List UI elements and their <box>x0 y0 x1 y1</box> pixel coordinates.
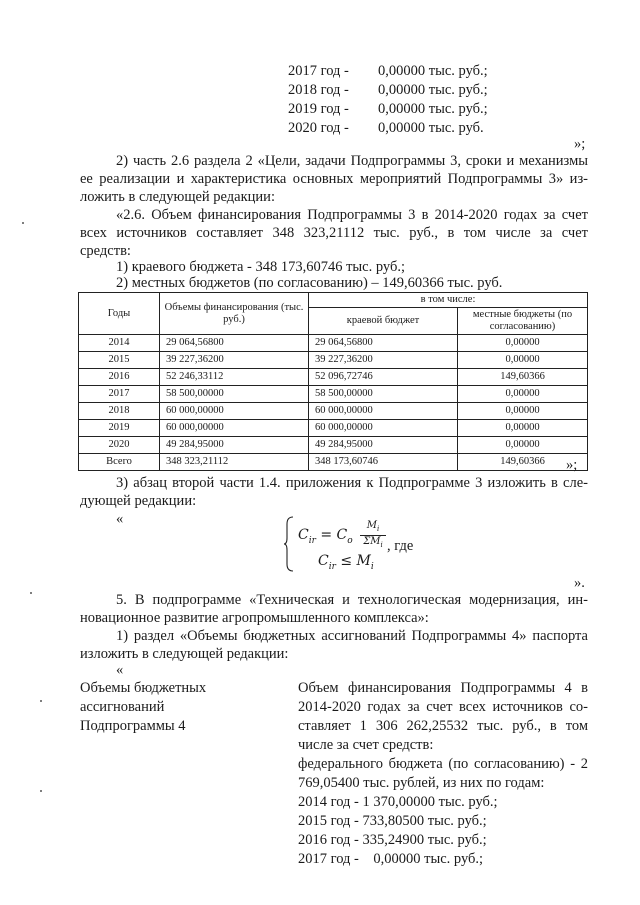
scan-speck <box>40 790 42 792</box>
budget-year-row: 2018 год - 0,00000 тыс. руб.; <box>288 82 488 98</box>
table-row: 2016 52 246,33112 52 096,72746 149,60366 <box>79 369 588 386</box>
table-row-total: Всего 348 323,21112 348 173,60746 149,60366 <box>79 454 588 471</box>
table-row: 2019 60 000,00000 60 000,00000 0,00000 <box>79 420 588 437</box>
para2-line1: 2) часть 2.6 раздела 2 «Цели, задачи Подпрограммы 3, сроки и механизмы <box>116 153 588 169</box>
formula-line1: $C_{ir} = C_o$ <box>298 527 353 546</box>
header-including: в том числе: <box>309 293 588 308</box>
formula-brace <box>284 516 294 572</box>
table-row: 2015 39 227,36200 39 227,36200 0,00000 <box>79 352 588 369</box>
table-row: 2017 58 500,00000 58 500,00000 0,00000 <box>79 386 588 403</box>
formula-line2: $C_{ir} \le M_i$ <box>318 553 374 572</box>
financing-table <box>78 292 588 471</box>
header-regional: краевой бюджет <box>309 308 458 335</box>
section4-content: Объем финансирования Подпрограммы 4 в 2014-2020 годах за счет всех источников со- ставляет 1 306 262,25532 тыс. руб., в том числе за счет средств: федерального бюджета (по согласованию) - 2 769,05400 тыс. рублей, из них по годам: 2014 год - 1 370,00000 тыс. руб.; 2015 год - 733,80500 тыс. руб.; 2016 год - 335,24900 тыс. руб.; 2017 год - 0,00000 тыс. руб.; <box>298 680 588 867</box>
table-row: 2020 49 284,95000 49 284,95000 0,00000 <box>79 437 588 454</box>
section4-label: Объемы бюджетных ассигнований Подпрограммы 4 <box>80 680 207 734</box>
header-local: местные бюджеты (по согласованию) <box>458 308 588 335</box>
formula-fraction: $M_i$ $\Sigma M_i$ <box>360 520 386 551</box>
budget-year-row: 2020 год - 0,00000 тыс. руб. <box>288 120 484 136</box>
table-row: 2014 29 064,56800 29 064,56800 0,00000 <box>79 335 588 352</box>
table-row: 2018 60 000,00000 60 000,00000 0,00000 <box>79 403 588 420</box>
para26-item2: 2) местных бюджетов (по согласованию) – 149,60366 тыс. руб. <box>116 275 503 291</box>
scan-speck <box>40 700 42 702</box>
header-volume: Объемы финансирования (тыс. руб.) <box>160 293 309 335</box>
close-quote: »; <box>574 136 586 152</box>
para26-item1: 1) краевого бюджета - 348 173,60746 тыс. руб.; <box>116 259 406 275</box>
para26-line1: «2.6. Объем финансирования Подпрограммы 3 в 2014-2020 годах за счет <box>116 207 588 223</box>
budget-year-row: 2017 год - 0,00000 тыс. руб.; <box>288 63 488 79</box>
scan-speck <box>30 592 32 594</box>
open-quote: « <box>116 662 124 678</box>
formula-where: , где <box>387 538 414 554</box>
header-years: Годы <box>79 293 160 335</box>
scan-speck <box>22 222 24 224</box>
para5-line2: новационное развитие агропромышленного комплекса»: <box>80 610 429 626</box>
close-quote: »; <box>566 457 578 473</box>
para2-line3: ложить в следующей редакции: <box>80 189 275 205</box>
para2-line2: ее реализации и характеристика основных мероприятий Подпрограммы 3» из- <box>80 171 588 187</box>
para3-line2: дующей редакции: <box>80 493 197 509</box>
para26-line2: всех источников составляет 348 323,21112 тыс. руб., в том числе за счет <box>80 225 588 241</box>
para3-line1: 3) абзац второй части 1.4. приложения к Подпрограмме 3 изложить в сле- <box>116 475 588 491</box>
budget-years-list <box>288 62 488 138</box>
para5-line3: 1) раздел «Объемы бюджетных ассигнований Подпрограммы 4» паспорта <box>116 628 588 644</box>
para26-line3: средств: <box>80 243 131 259</box>
close-quote: ». <box>574 575 585 591</box>
para5-line4: изложить в следующей редакции: <box>80 646 289 662</box>
open-quote: « <box>116 511 124 527</box>
para5-line1: 5. В подпрограмме «Техническая и технологическая модернизация, ин- <box>116 592 588 608</box>
budget-year-row: 2019 год - 0,00000 тыс. руб.; <box>288 101 488 117</box>
